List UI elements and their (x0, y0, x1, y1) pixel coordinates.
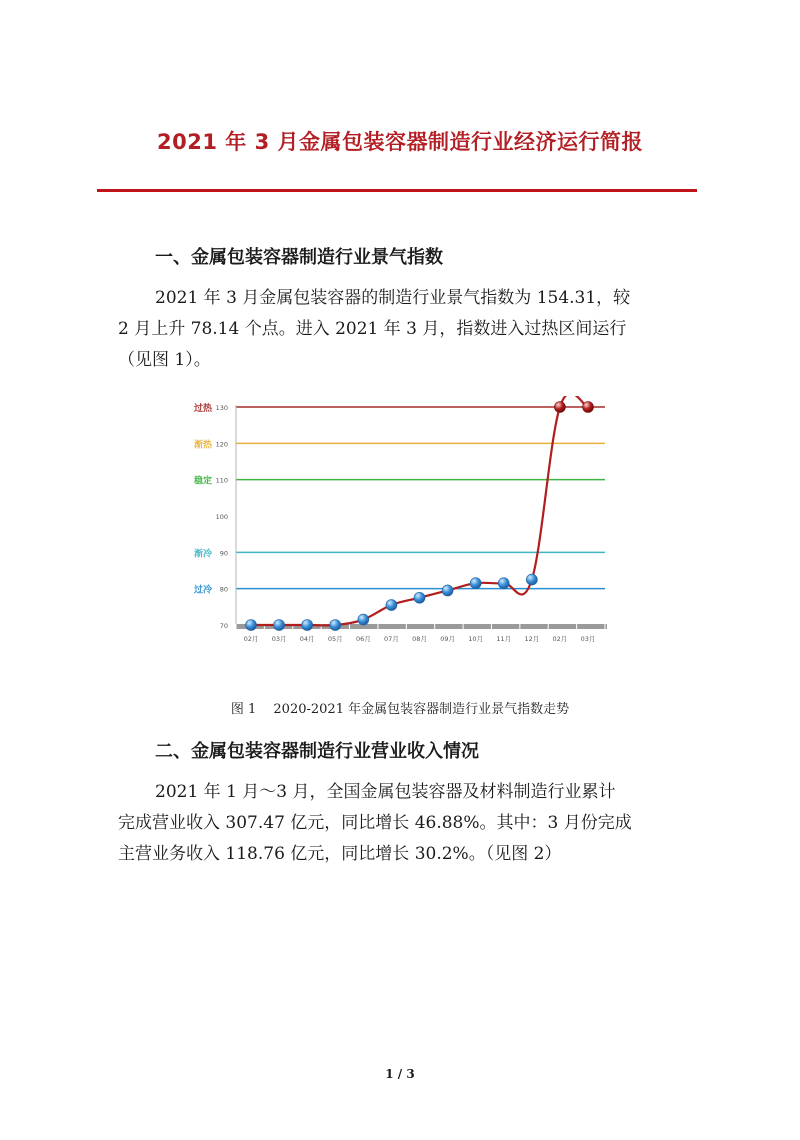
zone-label-3: 渐冷 (194, 549, 213, 560)
prosperity-index-chart (180, 396, 620, 656)
title-divider (97, 189, 697, 192)
data-point-11 (554, 402, 565, 413)
x-tick-label-9: 11月 (496, 635, 512, 643)
x-tick-label-8: 10月 (468, 635, 484, 643)
data-point-2 (302, 620, 313, 631)
page-number: 1 / 3 (385, 1067, 415, 1081)
page-title: 2021 年 3 月金属包装容器制造行业经济运行简报 (157, 130, 643, 154)
section2-paragraph (118, 777, 686, 870)
data-point-3 (330, 620, 341, 631)
x-tick-label-0: 02月 (243, 635, 259, 643)
series-line (251, 396, 588, 625)
data-point-10 (526, 574, 537, 585)
section1-line-2: 2 月上升 78.14 个点。进入 2021 年 3 月，指数进入过热区间运行 (118, 319, 627, 339)
y-tick-label-1: 80 (219, 585, 228, 594)
x-tick-label-5: 07月 (384, 635, 399, 643)
y-tick-label-5: 120 (215, 440, 228, 449)
x-tick-label-6: 08月 (412, 635, 427, 643)
section1-paragraph (118, 283, 686, 376)
x-tick-label-2: 04月 (299, 635, 315, 643)
data-point-9 (498, 578, 509, 589)
y-tick-label-4: 110 (215, 476, 228, 485)
section2-line-1: 2021 年 1 月～3 月，全国金属包装容器及材料制造行业累计 (155, 782, 616, 802)
y-tick-label-3: 100 (215, 513, 228, 521)
x-tick-label-3: 05月 (327, 635, 343, 643)
data-point-8 (470, 578, 481, 589)
x-tick-label-11: 02月 (552, 635, 568, 643)
section2-line-2: 完成营业收入 307.47 亿元，同比增长 46.88%。其中：3 月份完成 (118, 813, 632, 833)
data-point-7 (442, 585, 453, 596)
x-tick-label-4: 06月 (355, 635, 371, 643)
section1-heading: 一、金属包装容器制造行业景气指数 (155, 247, 443, 268)
zone-label-4: 过冷 (194, 585, 213, 596)
zone-label-2: 稳定 (194, 476, 213, 487)
section2-line-3: 主营业务收入 118.76 亿元，同比增长 30.2%。（见图 2） (118, 844, 562, 864)
data-point-5 (386, 600, 397, 611)
section1-line-1: 2021 年 3 月金属包装容器的制造行业景气指数为 154.31，较 (155, 288, 631, 308)
section1-line-3: （见图 1）。 (118, 350, 211, 370)
data-point-12 (583, 402, 594, 413)
data-point-1 (274, 620, 285, 631)
y-tick-label-2: 90 (219, 549, 228, 558)
section2-heading: 二、金属包装容器制造行业营业收入情况 (155, 741, 479, 762)
figure-1-caption: 图 1 2020-2021 年金属包装容器制造行业景气指数走势 (230, 702, 570, 717)
x-tick-label-10: 12月 (524, 635, 540, 643)
y-tick-label-6: 130 (215, 404, 228, 412)
x-tick-label-12: 03月 (580, 635, 596, 643)
data-point-6 (414, 592, 425, 603)
zone-label-1: 渐热 (194, 440, 213, 451)
data-point-4 (358, 614, 369, 625)
x-tick-label-7: 09月 (440, 635, 455, 643)
y-tick-label-0: 70 (219, 622, 228, 630)
data-point-0 (246, 620, 257, 631)
zone-label-0: 过热 (194, 404, 213, 414)
x-tick-label-1: 03月 (271, 635, 287, 643)
